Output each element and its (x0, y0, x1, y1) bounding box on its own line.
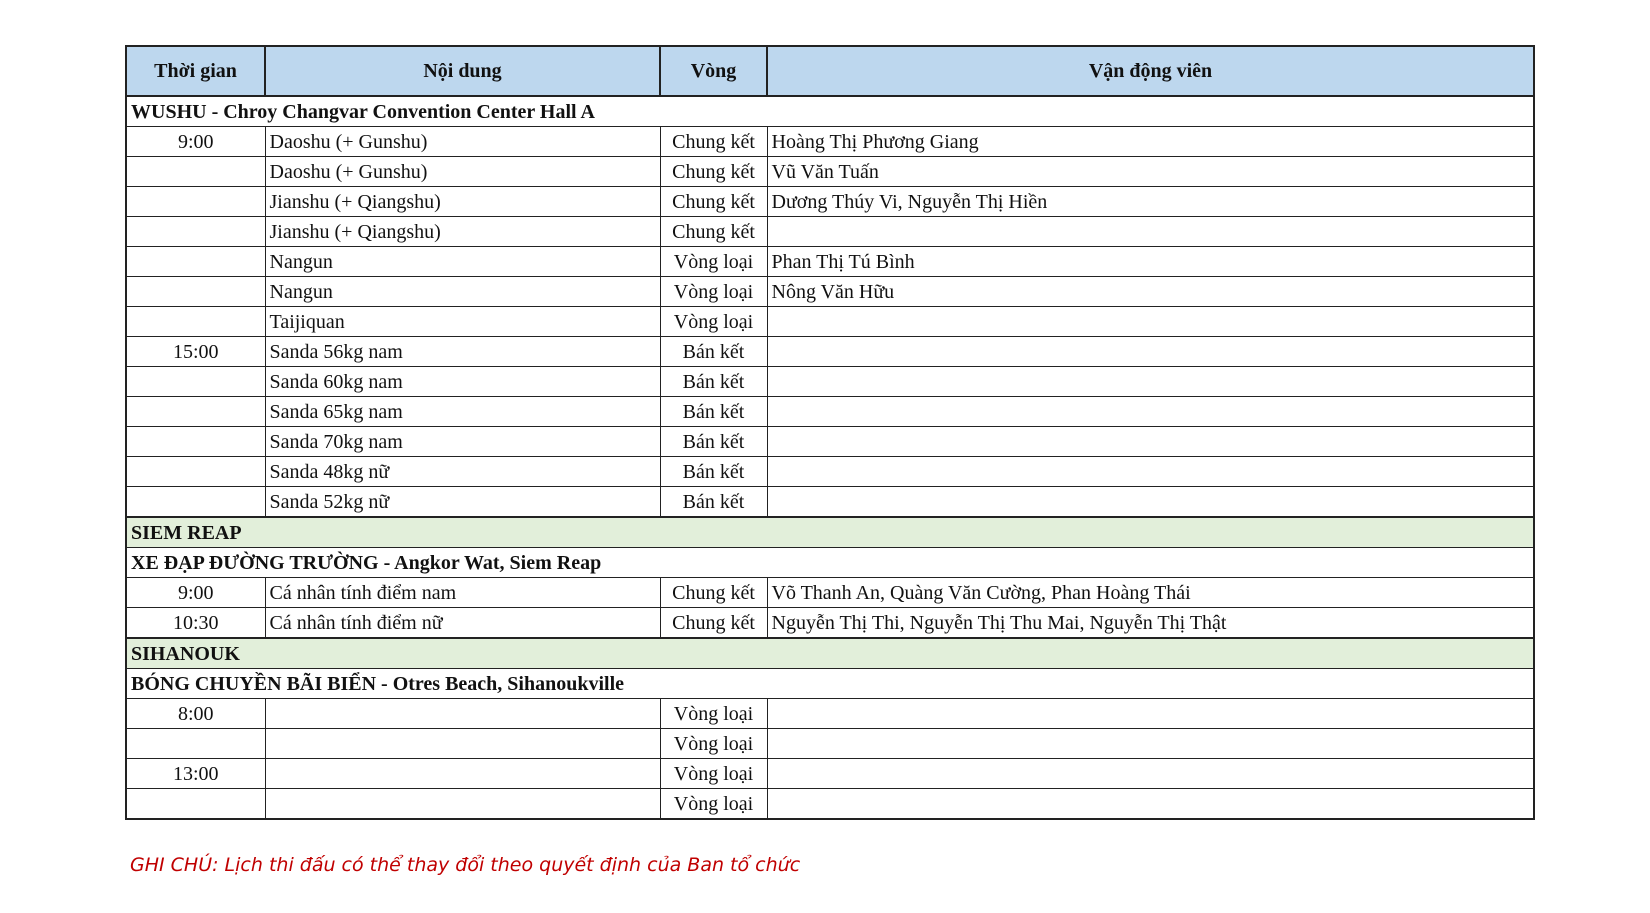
section-title-cycling: XE ĐẠP ĐƯỜNG TRƯỜNG - Angkor Wat, Siem Reap (126, 548, 1534, 578)
athletes-cell (767, 397, 1534, 427)
content-cell (265, 729, 660, 759)
time-cell (126, 397, 265, 427)
athletes-cell: Dương Thúy Vi, Nguyễn Thị Hiền (767, 187, 1534, 217)
section-wushu (126, 96, 1534, 127)
content-cell: Sanda 65kg nam (265, 397, 660, 427)
table-row (126, 187, 1534, 217)
content-cell: Cá nhân tính điểm nữ (265, 608, 660, 639)
round-cell: Chung kết (660, 578, 767, 608)
round-cell: Vòng loại (660, 789, 767, 820)
time-cell (126, 157, 265, 187)
time-cell (126, 217, 265, 247)
round-cell: Bán kết (660, 397, 767, 427)
content-cell (265, 699, 660, 729)
round-cell: Vòng loại (660, 759, 767, 789)
athletes-cell (767, 759, 1534, 789)
time-cell (126, 487, 265, 518)
schedule-note: GHI CHÚ: Lịch thi đấu có thể thay đổi theo quyết định của Ban tổ chức (130, 854, 801, 876)
athletes-cell: Phan Thị Tú Bình (767, 247, 1534, 277)
region-siem-reap (126, 517, 1534, 548)
athletes-cell (767, 789, 1534, 820)
time-cell (126, 457, 265, 487)
content-cell (265, 759, 660, 789)
content-cell: Taijiquan (265, 307, 660, 337)
section-title-volleyball: BÓNG CHUYỀN BÃI BIỂN - Otres Beach, Sihanoukville (126, 669, 1534, 699)
round-cell: Chung kết (660, 157, 767, 187)
table-row (126, 127, 1534, 157)
athletes-cell (767, 699, 1534, 729)
section-volleyball (126, 669, 1534, 699)
table-row (126, 427, 1534, 457)
table-row (126, 759, 1534, 789)
athletes-cell (767, 217, 1534, 247)
region-title-sihanouk: SIHANOUK (126, 638, 1534, 669)
time-cell: 10:30 (126, 608, 265, 639)
athletes-cell (767, 367, 1534, 397)
athletes-cell (767, 307, 1534, 337)
header-athletes: Vận động viên (767, 46, 1534, 96)
time-cell: 15:00 (126, 337, 265, 367)
table-row (126, 367, 1534, 397)
time-cell: 13:00 (126, 759, 265, 789)
content-cell: Daoshu (+ Gunshu) (265, 157, 660, 187)
schedule-table (125, 45, 1535, 820)
table-row (126, 217, 1534, 247)
time-cell (126, 789, 265, 820)
round-cell: Chung kết (660, 127, 767, 157)
athletes-cell (767, 487, 1534, 518)
round-cell: Chung kết (660, 608, 767, 639)
content-cell: Nangun (265, 247, 660, 277)
athletes-cell: Nông Văn Hữu (767, 277, 1534, 307)
content-cell: Cá nhân tính điểm nam (265, 578, 660, 608)
athletes-cell: Nguyễn Thị Thi, Nguyễn Thị Thu Mai, Nguyễn Thị Thật (767, 608, 1534, 639)
round-cell: Vòng loại (660, 247, 767, 277)
round-cell: Chung kết (660, 187, 767, 217)
content-cell: Daoshu (+ Gunshu) (265, 127, 660, 157)
athletes-cell (767, 729, 1534, 759)
table-row (126, 397, 1534, 427)
athletes-cell: Vũ Văn Tuấn (767, 157, 1534, 187)
region-sihanouk (126, 638, 1534, 669)
content-cell: Jianshu (+ Qiangshu) (265, 217, 660, 247)
round-cell: Vòng loại (660, 307, 767, 337)
athletes-cell (767, 427, 1534, 457)
round-cell: Bán kết (660, 337, 767, 367)
content-cell: Sanda 52kg nữ (265, 487, 660, 518)
round-cell: Bán kết (660, 367, 767, 397)
content-cell: Sanda 60kg nam (265, 367, 660, 397)
table-row (126, 277, 1534, 307)
time-cell: 9:00 (126, 578, 265, 608)
round-cell: Bán kết (660, 457, 767, 487)
time-cell (126, 247, 265, 277)
region-title-siem-reap: SIEM REAP (126, 517, 1534, 548)
time-cell (126, 307, 265, 337)
round-cell: Bán kết (660, 427, 767, 457)
time-cell (126, 367, 265, 397)
content-cell: Sanda 48kg nữ (265, 457, 660, 487)
content-cell: Jianshu (+ Qiangshu) (265, 187, 660, 217)
content-cell: Sanda 70kg nam (265, 427, 660, 457)
header-content: Nội dung (265, 46, 660, 96)
athletes-cell (767, 337, 1534, 367)
section-title-wushu: WUSHU - Chroy Changvar Convention Center Hall A (126, 96, 1534, 127)
time-cell (126, 729, 265, 759)
header-round: Vòng (660, 46, 767, 96)
table-row (126, 699, 1534, 729)
table-row (126, 457, 1534, 487)
table-row (126, 487, 1534, 518)
header-time: Thời gian (126, 46, 265, 96)
table-row (126, 337, 1534, 367)
round-cell: Bán kết (660, 487, 767, 518)
content-cell (265, 789, 660, 820)
table-row (126, 307, 1534, 337)
athletes-cell: Võ Thanh An, Quàng Văn Cường, Phan Hoàng Thái (767, 578, 1534, 608)
table-row (126, 247, 1534, 277)
section-cycling (126, 548, 1534, 578)
table-row (126, 789, 1534, 820)
time-cell: 8:00 (126, 699, 265, 729)
time-cell: 9:00 (126, 127, 265, 157)
table-row (126, 578, 1534, 608)
table-row (126, 608, 1534, 639)
table-row (126, 157, 1534, 187)
round-cell: Vòng loại (660, 699, 767, 729)
content-cell: Nangun (265, 277, 660, 307)
time-cell (126, 277, 265, 307)
time-cell (126, 427, 265, 457)
time-cell (126, 187, 265, 217)
round-cell: Chung kết (660, 217, 767, 247)
content-cell: Sanda 56kg nam (265, 337, 660, 367)
round-cell: Vòng loại (660, 277, 767, 307)
athletes-cell (767, 457, 1534, 487)
round-cell: Vòng loại (660, 729, 767, 759)
table-row (126, 729, 1534, 759)
athletes-cell: Hoàng Thị Phương Giang (767, 127, 1534, 157)
header-row (126, 46, 1534, 96)
